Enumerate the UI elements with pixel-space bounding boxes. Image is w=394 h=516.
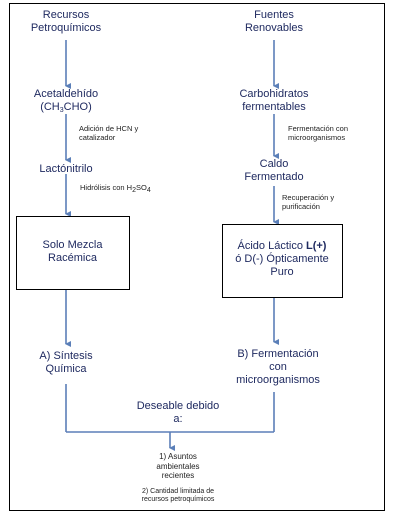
acetaldehyde-label: Acetaldehído $(CH_3CHO)$: [33, 88, 99, 115]
desirable-label: Deseable debido a:: [136, 400, 220, 426]
step-hcn-addition: Adición de HCN y catalizador: [79, 124, 139, 143]
reason-limited-resources: 2) Cantidad limitada de recursos petroquímicos: [141, 488, 215, 504]
lactonitrile-label: Lactónitrilo: [39, 163, 93, 175]
source-renewable: Fuentes Renovables: [244, 9, 304, 35]
step-fermentation: Fermentación con microorganismos: [288, 124, 349, 143]
step-hydrolysis: Hidrólisis con $H_2SO_4$: [80, 183, 151, 194]
step-recovery: Recuperación y purificación: [282, 193, 335, 212]
chemical-synthesis-label: A) Síntesis Química: [39, 350, 93, 376]
fermented-broth-label: Caldo Fermentado: [244, 158, 304, 184]
fermentation-result-label: B) Fermentación con microorganismos: [236, 348, 320, 387]
racemic-mixture-text: Solo Mezcla Racémica: [42, 239, 103, 265]
racemic-mixture-box: [16, 216, 130, 290]
carbohydrates-label: Carbohidratos fermentables: [239, 88, 309, 114]
reason-environmental: 1) Asuntos ambientales recientes: [156, 452, 200, 481]
lactic-acid-box: [222, 224, 343, 298]
lactic-acid-text: Ácido Láctico L(+) ó D(-) Ópticamente Puro: [235, 240, 329, 279]
source-petrochemical: Recursos Petroquímicos: [30, 9, 102, 35]
